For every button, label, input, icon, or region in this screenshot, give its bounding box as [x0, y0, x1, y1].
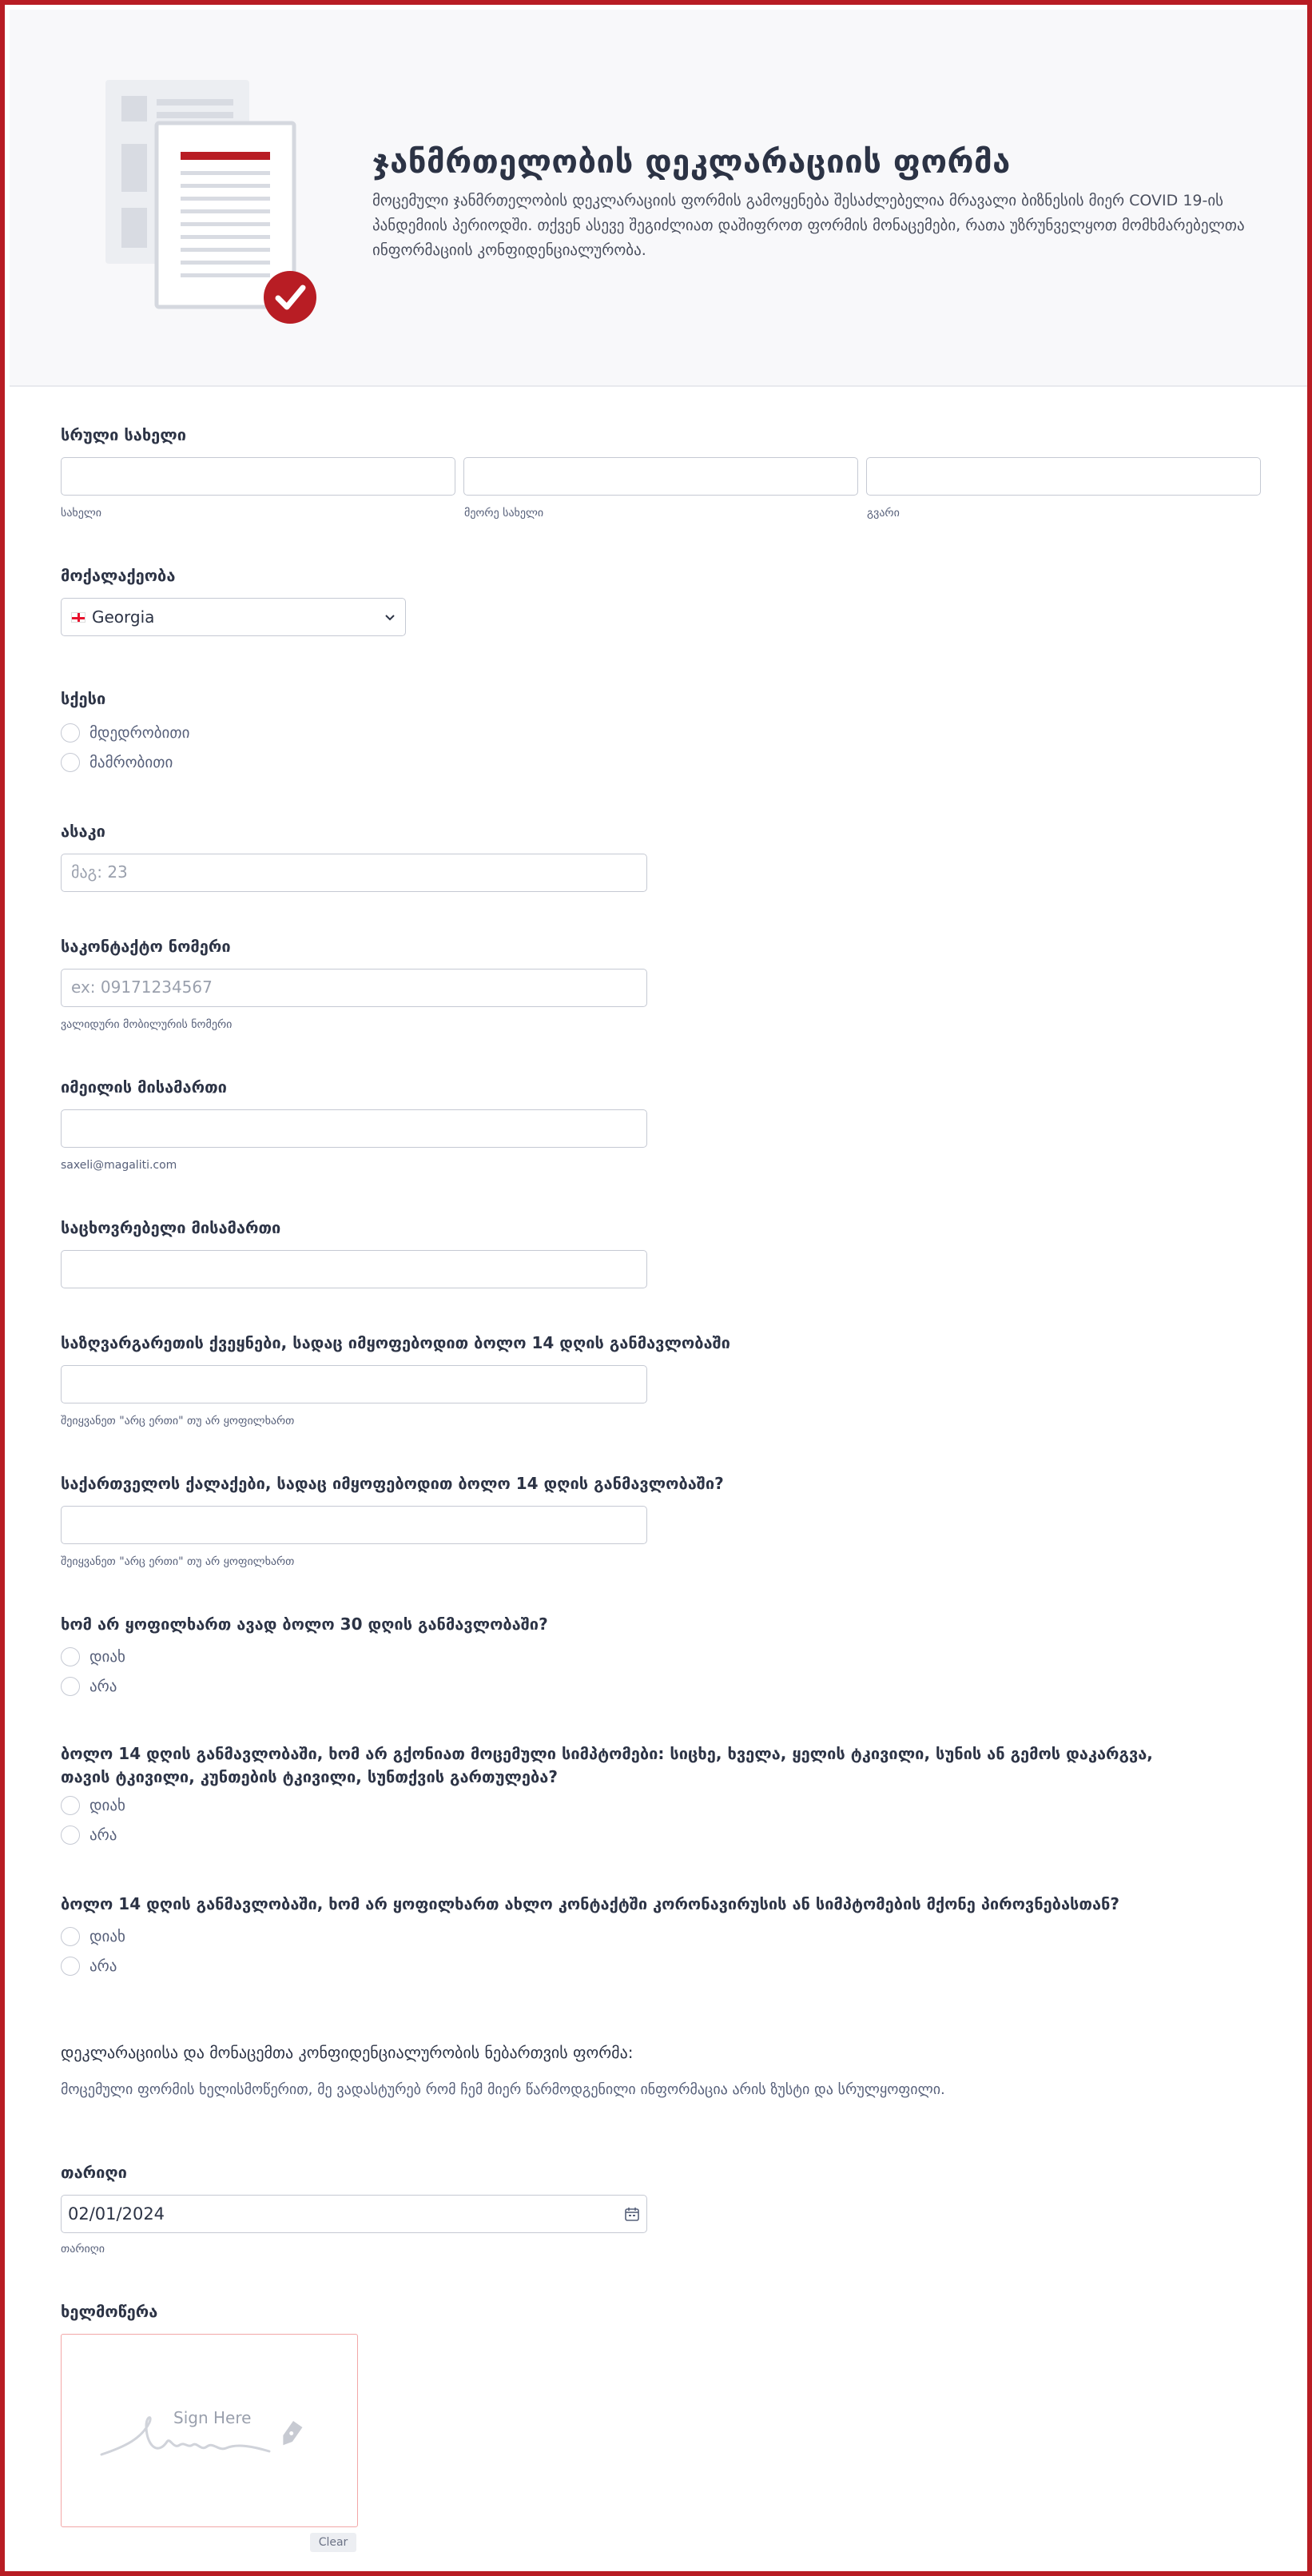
symptoms-option-yes[interactable]: დიახ	[61, 1795, 125, 1816]
radio-button[interactable]	[61, 753, 80, 772]
radio-button[interactable]	[61, 723, 80, 743]
gender-option-female[interactable]: მდედრობითი	[61, 723, 189, 743]
sick-option-yes[interactable]: დიახ	[61, 1646, 125, 1667]
symptoms-question-label: ბოლო 14 დღის განმავლობაში, ხომ არ გქონიათ მოცემული სიმპტომები: სიცხე, ხველა, ყელის ტკივილი, სუნის ან გემოს დაკარგვა, თავის ტკივილი, კუნთების ტკივილი, სუნთქვის გართულება?	[61, 1744, 1153, 1786]
middle-name-input[interactable]	[463, 457, 858, 496]
date-value: 02/01/2024	[68, 2204, 165, 2224]
contact-option-yes[interactable]: დიახ	[61, 1926, 125, 1947]
address-label: საცხოვრებელი მისამართი	[61, 1218, 281, 1237]
cities-label: საქართველოს ქალაქები, სადაც იმყოფებოდით ბოლო 14 დღის განმავლობაში?	[61, 1474, 724, 1493]
date-label: თარიღი	[61, 2163, 127, 2182]
consent-heading: დეკლარაციისა და მონაცემთა კონფიდენციალურობის ნებართვის ფორმა:	[61, 2043, 634, 2062]
countries-sublabel: შეიყვანეთ "არც ერთი" თუ არ ყოფილხართ	[61, 1415, 295, 1427]
sick-option-no[interactable]: არა	[61, 1676, 117, 1697]
middle-name-sublabel: მეორე სახელი	[464, 507, 544, 520]
gender-label: სქესი	[61, 689, 106, 708]
last-name-input[interactable]	[866, 457, 1261, 496]
radio-button[interactable]	[61, 1677, 80, 1696]
radio-button[interactable]	[61, 1927, 80, 1946]
first-name-sublabel: სახელი	[61, 507, 101, 520]
contact-option-no[interactable]: არა	[61, 1956, 117, 1977]
chevron-down-icon	[384, 611, 396, 623]
phone-sublabel: ვალიდური მობილურის ნომერი	[61, 1018, 233, 1031]
date-sublabel: თარიღი	[61, 2243, 105, 2255]
full-name-label: სრული სახელი	[61, 425, 187, 444]
page-description: მოცემული ჯანმრთელობის დეკლარაციის ფორმის გამოყენება შესაძლებელია მრავალი ბიზნესის მიერ COVID 19-ის პანდემიის პერიოდში. თქვენ ასევე შეგიძლიათ დაშიფროთ ფორმის მონაცემები, რათა უზრუნველყოთ მომხმარებელთა ინფორმაციის კონფიდენციალურობა.	[372, 192, 1245, 259]
email-label: იმეილის მისამართი	[61, 1077, 227, 1097]
radio-button[interactable]	[61, 1957, 80, 1976]
clear-signature-button[interactable]: Clear	[310, 2533, 356, 2552]
radio-button[interactable]	[61, 1825, 80, 1845]
countries-label: საზღვარგარეთის ქვეყნები, სადაც იმყოფებოდით ბოლო 14 დღის განმავლობაში	[61, 1333, 730, 1352]
countries-input[interactable]	[61, 1365, 647, 1403]
cities-input[interactable]	[61, 1506, 647, 1544]
age-label: ასაკი	[61, 822, 105, 841]
cities-sublabel: შეიყვანეთ "არც ერთი" თუ არ ყოფილხართ	[61, 1555, 295, 1568]
page-title: ჯანმრთელობის დეკლარაციის ფორმა	[372, 144, 1011, 181]
consent-text: მოცემული ფორმის ხელისმოწერით, მე ვადასტურებ რომ ჩემ მიერ წარმოდგენილი ინფორმაცია არის ზუსტი და სრულყოფილი.	[61, 2081, 945, 2098]
gender-option-male[interactable]: მამრობითი	[61, 752, 173, 773]
citizenship-selected-value: Georgia	[92, 607, 155, 627]
first-name-input[interactable]	[61, 457, 455, 496]
date-input[interactable]	[61, 2195, 647, 2233]
radio-button[interactable]	[61, 1647, 80, 1666]
age-input[interactable]: მაგ: 23	[61, 854, 647, 892]
citizenship-select[interactable]	[61, 598, 406, 636]
document-check-icon	[96, 72, 328, 329]
email-sublabel: saxeli@magaliti.com	[61, 1159, 177, 1172]
address-input[interactable]	[61, 1250, 647, 1288]
calendar-icon[interactable]	[624, 2206, 640, 2222]
email-input[interactable]	[61, 1109, 647, 1148]
symptoms-option-no[interactable]: არა	[61, 1825, 117, 1845]
form-header	[10, 10, 1312, 387]
citizenship-label: მოქალაქეობა	[61, 566, 176, 585]
signature-placeholder: Sign Here	[173, 2408, 252, 2427]
signature-scribble-icon	[93, 2407, 333, 2470]
phone-input[interactable]: ex: 09171234567	[61, 969, 647, 1007]
contact-question-label: ბოლო 14 დღის განმავლობაში, ხომ არ ყოფილხართ ახლო კონტაქტში კორონავირუსის ან სიმპტომების მქონე პიროვნებასთან?	[61, 1894, 1119, 1913]
sick-question-label: ხომ არ ყოფილხართ ავად ბოლო 30 დღის განმავლობაში?	[61, 1614, 548, 1634]
phone-label: საკონტაქტო ნომერი	[61, 937, 231, 956]
signature-label: ხელმოწერა	[61, 2302, 158, 2321]
last-name-sublabel: გვარი	[867, 507, 900, 520]
georgia-flag-icon	[71, 612, 85, 623]
signature-pad[interactable]	[61, 2334, 358, 2527]
radio-button[interactable]	[61, 1796, 80, 1815]
